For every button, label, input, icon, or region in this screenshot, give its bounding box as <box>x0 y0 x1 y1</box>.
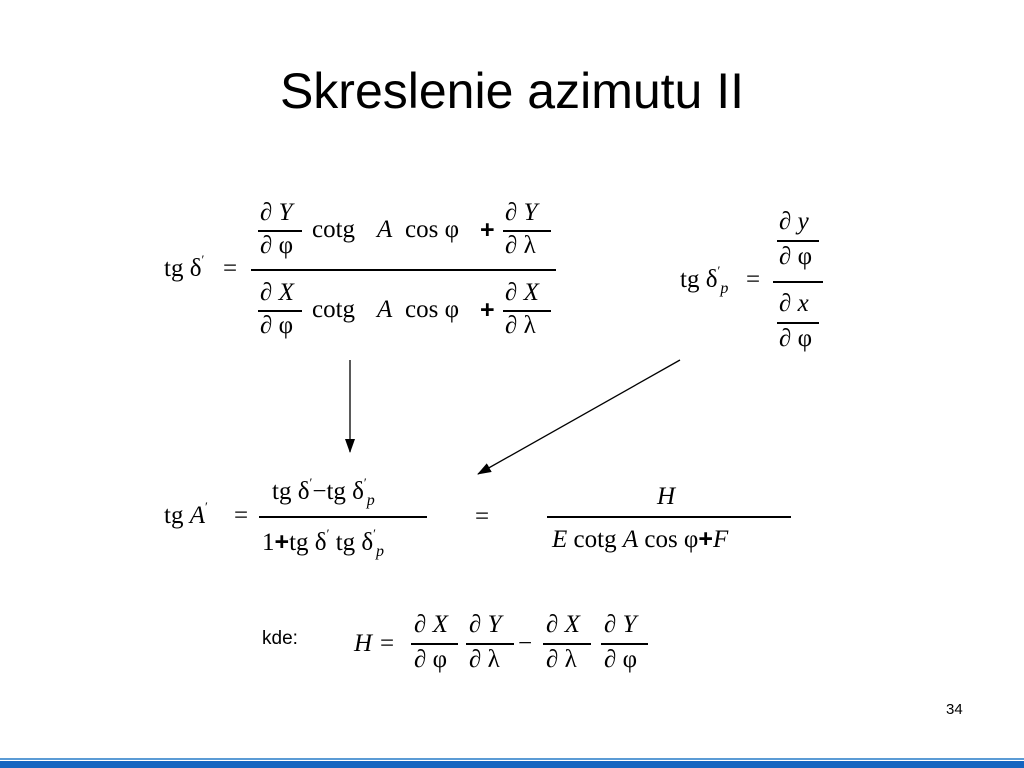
eq1-num-frac-top: ∂ Y <box>260 199 293 226</box>
eq1-den-frac2-bot: ∂ λ <box>505 312 536 339</box>
eq3-lhs-prime: ′ <box>204 499 208 514</box>
eq3-lhs-A: A <box>189 502 205 529</box>
eq4-f3-bar <box>543 643 591 645</box>
eq3-num-prime: ′ <box>309 475 313 490</box>
eq1-lhs-text: tg δ <box>164 255 202 282</box>
eq3-den-tg: tg δ <box>289 529 327 556</box>
eq3-rhs-cotg: cotg <box>573 526 617 553</box>
eq3-rhs-E: E <box>552 526 568 553</box>
eq1-den-frac2-top: ∂ X <box>505 279 539 306</box>
eq2-lhs-text: tg δ <box>680 266 718 293</box>
eq1-num-plus: + <box>480 216 495 244</box>
eq2-prime: ′ <box>717 263 721 278</box>
eq3-lhs-tg: tg <box>164 502 184 529</box>
eq3-rhs-cos: cos φ <box>644 526 699 553</box>
eq3-rhs-bar <box>547 516 791 518</box>
eq3-den-plus: + <box>274 528 290 556</box>
eq3-rhs-plus: + <box>698 525 713 553</box>
eq4-minus: − <box>518 630 533 657</box>
eq1-equals: = <box>223 255 238 282</box>
eq3-den-sub: p <box>376 543 385 560</box>
eq3-den <box>262 526 385 560</box>
eq4-f3-bot: ∂ λ <box>546 646 577 673</box>
eq4-f2-top: ∂ Y <box>469 611 502 638</box>
eq4-H: H <box>354 630 373 657</box>
eq2-equals: = <box>746 266 761 293</box>
eq1-den-frac-bot: ∂ φ <box>260 312 294 339</box>
eq2-den-top: ∂ x <box>779 290 809 317</box>
eq1-num-frac2-bot: ∂ λ <box>505 232 536 259</box>
eq1-num-frac-bot: ∂ φ <box>260 232 294 259</box>
eq1-den-cos: cos φ <box>405 296 460 323</box>
eq3-num-sub: p <box>366 492 375 509</box>
eq3-num-minus: − <box>312 478 327 505</box>
eq1-num-cotg: cotg <box>312 216 356 243</box>
eq4-f4-bar <box>601 643 648 645</box>
eq1-den-A: A <box>377 296 393 323</box>
eq3-rhs-F: F <box>712 526 729 553</box>
eq1-prime: ′ <box>201 252 205 267</box>
kde-label: kde: <box>262 628 298 649</box>
slide-number: 34 <box>946 701 963 718</box>
eq3-rhs-A: A <box>622 526 639 553</box>
footer-bar <box>0 761 1024 768</box>
eq2-num-top: ∂ y <box>779 208 809 235</box>
eq3-equals: = <box>234 502 249 529</box>
eq3-den-tg2: tg δ <box>335 529 374 556</box>
eq3-num-tg: tg δ <box>272 478 310 505</box>
eq1-num-cos: cos φ <box>405 216 460 243</box>
eq3-equals2: = <box>475 503 490 530</box>
eq1-num-frac2-top: ∂ Y <box>505 199 538 226</box>
eq4-f1-bar <box>411 643 458 645</box>
eq4-f2-bar <box>466 643 514 645</box>
eq2-den-bot: ∂ φ <box>779 325 813 352</box>
eq4-equals: = <box>380 630 395 657</box>
eq3-num-tg2: tg δ <box>326 478 364 505</box>
eq1-den-plus: + <box>480 296 495 324</box>
footer-bar-light <box>0 758 1024 760</box>
eq3-den-one: 1 <box>262 529 275 556</box>
eq1-den-cotg: cotg <box>312 296 356 323</box>
eq4-f3-top: ∂ X <box>546 611 580 638</box>
eq1-num-A: A <box>377 216 393 243</box>
eq3-lhs <box>164 499 208 530</box>
eq3-num-prime2: ′ <box>363 475 367 490</box>
eq3-den-prime: ′ <box>326 526 330 541</box>
eq4-f4-top: ∂ Y <box>604 611 637 638</box>
eq3-fraction-bar <box>259 516 427 518</box>
arrow-diagonal <box>478 360 680 474</box>
eq4-f1-top: ∂ X <box>414 611 448 638</box>
eq4-f4-bot: ∂ φ <box>604 646 638 673</box>
eq2-sub: p <box>720 280 729 297</box>
eq3-den-prime2: ′ <box>373 526 377 541</box>
eq2-num-bot: ∂ φ <box>779 243 813 270</box>
eq4-f1-bot: ∂ φ <box>414 646 448 673</box>
eq3-rhs-den <box>552 525 728 554</box>
slide-title: Skreslenie azimutu II <box>279 63 745 119</box>
eq3-num <box>272 475 375 509</box>
eq3-rhs-num: H <box>657 483 676 510</box>
eq1-den-frac-top: ∂ X <box>260 279 294 306</box>
eq4-f2-bot: ∂ λ <box>469 646 500 673</box>
